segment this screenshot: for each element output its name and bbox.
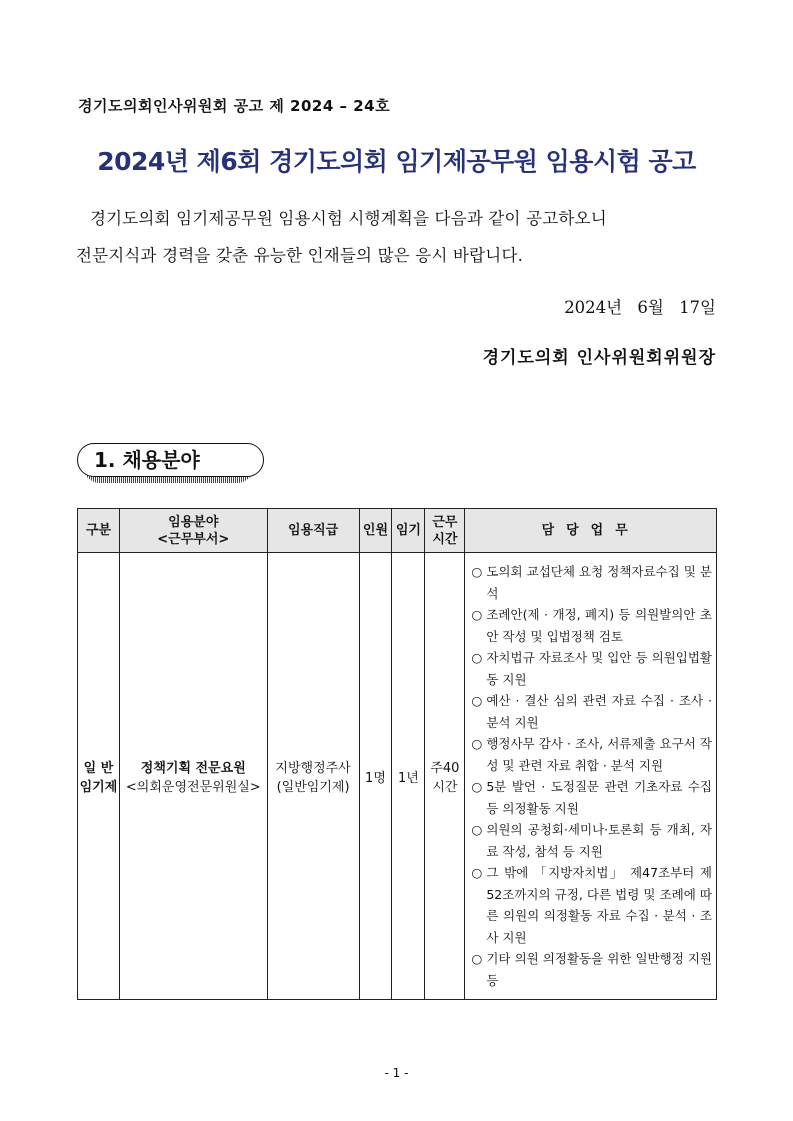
duty-item: ○ 의원의 공청회·세미나·토론회 등 개최, 자료 작성, 참석 등 지원 <box>467 819 712 862</box>
cell-category <box>78 553 120 1000</box>
cell-hours-line-1: 주40 <box>430 761 460 776</box>
cell-count: 1명 <box>359 553 392 1000</box>
duty-item: ○ 도의회 교섭단체 요청 정책자료수집 및 분석 <box>467 561 712 604</box>
circle-bullet-icon: ○ <box>471 607 483 622</box>
header-hours-line-1: 근무 <box>432 514 458 530</box>
notice-number: 경기도의회인사위원회 공고 제 2024 – 24호 <box>78 97 391 115</box>
header-category: 구분 <box>78 509 120 553</box>
circle-bullet-icon: ○ <box>471 650 483 665</box>
section-heading <box>77 443 248 479</box>
header-term: 임기 <box>392 509 425 553</box>
duty-item: ○ 기타 의원 의정활동을 위한 일반행정 지원 등 <box>467 948 712 991</box>
header-field <box>119 509 267 553</box>
date-month: 6월 <box>637 298 664 317</box>
cell-hours-line-2: 시간 <box>432 780 458 795</box>
circle-bullet-icon: ○ <box>471 564 483 579</box>
section-heading-label: 1. 채용분야 <box>77 443 264 477</box>
cell-field <box>119 553 267 1000</box>
circle-bullet-icon: ○ <box>471 865 483 880</box>
header-hours <box>425 509 465 553</box>
cell-term: 1년 <box>392 553 425 1000</box>
cell-category-line-1: 일 반 <box>83 761 114 776</box>
duty-item: ○ 자치법규 자료조사 및 입안 등 의원입법활동 지원 <box>467 647 712 690</box>
header-hours-line-2: 시간 <box>432 531 458 547</box>
duty-item: ○ 예산 · 결산 심의 관련 자료 수집 · 조사 · 분석 지원 <box>467 690 712 733</box>
cell-category-line-2: 임기제 <box>79 780 118 795</box>
notice-date <box>564 294 716 318</box>
circle-bullet-icon: ○ <box>471 822 483 837</box>
header-duties: 담당업무 <box>465 509 717 553</box>
cell-field-line-2: <의회운영전문위원실> <box>125 780 261 795</box>
cell-grade <box>267 553 359 1000</box>
header-grade: 임용직급 <box>267 509 359 553</box>
duty-item: ○ 조례안(제 · 개정, 폐지) 등 의원발의안 초안 작성 및 입법정책 검토 <box>467 604 712 647</box>
cell-field-line-1: 정책기획 전문요원 <box>140 761 246 776</box>
intro-paragraph <box>76 200 716 274</box>
page-title: 2024년 제6회 경기도의회 임기제공무원 임용시험 공고 <box>97 147 696 176</box>
intro-line-2: 전문지식과 경력을 갖춘 유능한 인재들의 많은 응시 바랍니다. <box>76 246 524 265</box>
header-count: 인원 <box>359 509 392 553</box>
cell-duties <box>465 553 717 1000</box>
table-header-row <box>78 509 717 553</box>
duty-item: ○ 5분 발언 · 도정질문 관련 기초자료 수집 등 의정활동 지원 <box>467 776 712 819</box>
cell-grade-line-2: (일반임기제) <box>276 780 350 795</box>
date-year: 2024년 <box>564 298 623 317</box>
date-day: 17일 <box>679 298 716 317</box>
cell-hours <box>425 553 465 1000</box>
circle-bullet-icon: ○ <box>471 779 483 794</box>
page-number: - 1 - <box>384 1066 409 1080</box>
circle-bullet-icon: ○ <box>471 693 483 708</box>
cell-grade-line-1: 지방행정주사 <box>275 761 351 776</box>
recruitment-table <box>77 508 717 1000</box>
circle-bullet-icon: ○ <box>471 951 483 966</box>
header-field-line-2: <근무부서> <box>157 531 230 547</box>
table-row <box>78 553 717 1000</box>
duty-item: ○ 그 밖에 「지방자치법」 제47조부터 제52조까지의 규정, 다른 법령 및 조례에 따른 의원의 의정활동 자료 수집 · 분석 · 조사 지원 <box>467 862 712 948</box>
circle-bullet-icon: ○ <box>471 736 483 751</box>
intro-line-1: 경기도의회 임기제공무원 임용시험 시행계획을 다음과 같이 공고하오니 <box>90 209 607 228</box>
signer: 경기도의회 인사위원회위원장 <box>482 348 716 368</box>
header-field-line-1: 임용분야 <box>168 514 219 530</box>
duty-item: ○ 행정사무 감사 · 조사, 서류제출 요구서 작성 및 관련 자료 취합 · 분석 지원 <box>467 733 712 776</box>
